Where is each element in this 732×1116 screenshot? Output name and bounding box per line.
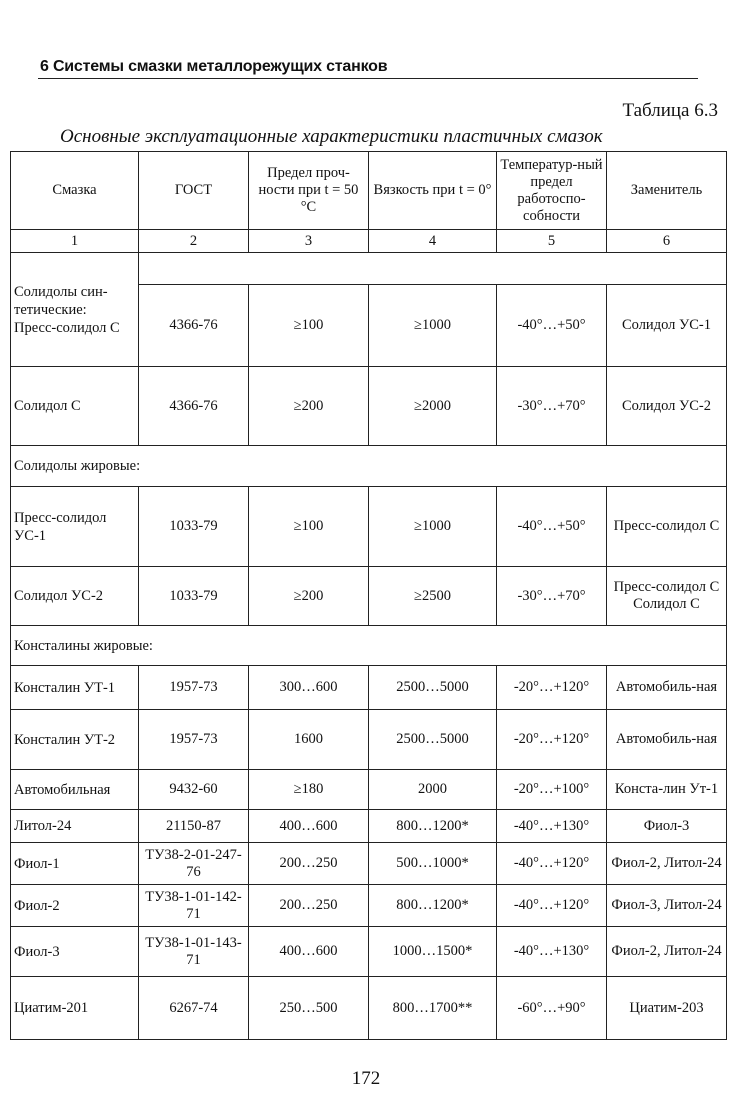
column-number-row xyxy=(11,230,727,253)
table-cell: ≥1000 xyxy=(369,285,497,367)
table-row xyxy=(11,567,727,626)
table-cell: 400…600 xyxy=(249,810,369,843)
header-rule xyxy=(38,78,698,79)
table-cell: Солидол УС-2 xyxy=(607,367,727,446)
table-cell: Консталин УТ-2 xyxy=(11,710,139,770)
table-cell: 2000 xyxy=(369,770,497,810)
table-cell: -20°…+100° xyxy=(497,770,607,810)
table-cell: 2500…5000 xyxy=(369,666,497,710)
table-cell: 1033-79 xyxy=(139,487,249,567)
table-row xyxy=(11,367,727,446)
table-cell: ≥2000 xyxy=(369,367,497,446)
column-header: Температур-ный предел работоспо-собности xyxy=(497,152,607,230)
table-cell: -40°…+120° xyxy=(497,843,607,885)
table-cell: Консталин УТ-1 xyxy=(11,666,139,710)
column-number: 2 xyxy=(139,230,249,253)
table-row xyxy=(11,843,727,885)
table-row xyxy=(11,885,727,927)
table-cell: -20°…+120° xyxy=(497,710,607,770)
table-cell: ≥100 xyxy=(249,285,369,367)
column-header: ГОСТ xyxy=(139,152,249,230)
table-cell: Циатим-203 xyxy=(607,977,727,1040)
table-cell: -40°…+120° xyxy=(497,885,607,927)
table-cell: 4366-76 xyxy=(139,367,249,446)
table-cell: -40°…+50° xyxy=(497,487,607,567)
table-cell: 21150-87 xyxy=(139,810,249,843)
table-cell: 500…1000* xyxy=(369,843,497,885)
table-cell: Солидол С xyxy=(11,367,139,446)
column-number: 3 xyxy=(249,230,369,253)
running-head: 6 Системы смазки металлорежущих станков xyxy=(40,58,388,75)
table-cell: 300…600 xyxy=(249,666,369,710)
group-filler-cell xyxy=(139,253,727,285)
column-number: 1 xyxy=(11,230,139,253)
table-cell: 4366-76 xyxy=(139,285,249,367)
table-row xyxy=(11,487,727,567)
table-cell: -30°…+70° xyxy=(497,567,607,626)
table-row xyxy=(11,666,727,710)
column-number: 4 xyxy=(369,230,497,253)
table-cell: ТУ38-2-01-247-76 xyxy=(139,843,249,885)
column-header: Смазка xyxy=(11,152,139,230)
page-number: 172 xyxy=(351,1068,381,1089)
table-row xyxy=(11,710,727,770)
column-header: Заменитель xyxy=(607,152,727,230)
table-cell: Конста-лин Ут-1 xyxy=(607,770,727,810)
column-number: 6 xyxy=(607,230,727,253)
table-cell: 400…600 xyxy=(249,927,369,977)
table-row xyxy=(11,770,727,810)
table-cell: Фиол-2, Литол-24 xyxy=(607,843,727,885)
table-cell: 2500…5000 xyxy=(369,710,497,770)
table-cell: 6267-74 xyxy=(139,977,249,1040)
table-cell: 1957-73 xyxy=(139,666,249,710)
table-cell: Циатим-201 xyxy=(11,977,139,1040)
table-cell: ≥2500 xyxy=(369,567,497,626)
column-number: 5 xyxy=(497,230,607,253)
table-cell: ТУ38-1-01-143-71 xyxy=(139,927,249,977)
group-row xyxy=(11,626,727,666)
table-cell: Литол-24 xyxy=(11,810,139,843)
table-cell: Автомобиль-ная xyxy=(607,710,727,770)
table-cell: Фиол-2, Литол-24 xyxy=(607,927,727,977)
table-cell: Фиол-3, Литол-24 xyxy=(607,885,727,927)
table-cell: 250…500 xyxy=(249,977,369,1040)
table-cell: -20°…+120° xyxy=(497,666,607,710)
table-cell: 200…250 xyxy=(249,843,369,885)
group-heading: Солидолы син-тетические: xyxy=(14,283,108,318)
table-cell: 1957-73 xyxy=(139,710,249,770)
table-cell: -60°…+90° xyxy=(497,977,607,1040)
table-cell: -40°…+50° xyxy=(497,285,607,367)
table-cell: Пресс-солидол С Солидол С xyxy=(607,567,727,626)
table-row xyxy=(11,927,727,977)
table-cell: Фиол-3 xyxy=(607,810,727,843)
table-row xyxy=(11,810,727,843)
table-cell: Фиол-2 xyxy=(11,885,139,927)
lubricant-table xyxy=(10,151,727,1040)
table-cell: 800…1700** xyxy=(369,977,497,1040)
table-cell: -30°…+70° xyxy=(497,367,607,446)
table-cell: 800…1200* xyxy=(369,885,497,927)
table-cell: 1033-79 xyxy=(139,567,249,626)
table-cell: Солидол УС-1 xyxy=(607,285,727,367)
group-heading: Консталины жировые: xyxy=(11,626,727,666)
table-cell: 1000…1500* xyxy=(369,927,497,977)
group-row xyxy=(11,446,727,487)
table-caption: Основные эксплуатационные характеристики пластичных смазок xyxy=(60,126,603,147)
column-header: Предел проч-ности при t = 50 °C xyxy=(249,152,369,230)
table-number: Таблица 6.3 xyxy=(622,100,718,121)
table-cell: Фиол-3 xyxy=(11,927,139,977)
table-row xyxy=(11,977,727,1040)
table-cell: Фиол-1 xyxy=(11,843,139,885)
table-cell: ≥180 xyxy=(249,770,369,810)
table-cell: 1600 xyxy=(249,710,369,770)
table-cell: 9432-60 xyxy=(139,770,249,810)
group-row xyxy=(11,253,727,285)
table-cell: Пресс-солидол С xyxy=(607,487,727,567)
table-cell: ТУ38-1-01-142-71 xyxy=(139,885,249,927)
table-cell: ≥200 xyxy=(249,367,369,446)
table-cell: 200…250 xyxy=(249,885,369,927)
table-cell xyxy=(11,253,139,367)
group-heading: Солидолы жировые: xyxy=(11,446,727,487)
table-cell: ≥100 xyxy=(249,487,369,567)
table-cell: 800…1200* xyxy=(369,810,497,843)
table-cell: Солидол УС-2 xyxy=(11,567,139,626)
table-cell: ≥1000 xyxy=(369,487,497,567)
table-cell: -40°…+130° xyxy=(497,927,607,977)
table-header-row xyxy=(11,152,727,230)
table-cell: ≥200 xyxy=(249,567,369,626)
table-cell: Автомобильная xyxy=(11,770,139,810)
lubricant-name: Пресс-солидол С xyxy=(14,319,120,336)
column-header: Вязкость при t = 0° xyxy=(369,152,497,230)
table-cell: Пресс-солидол УС-1 xyxy=(11,487,139,567)
table-cell: Автомобиль-ная xyxy=(607,666,727,710)
table-cell: -40°…+130° xyxy=(497,810,607,843)
